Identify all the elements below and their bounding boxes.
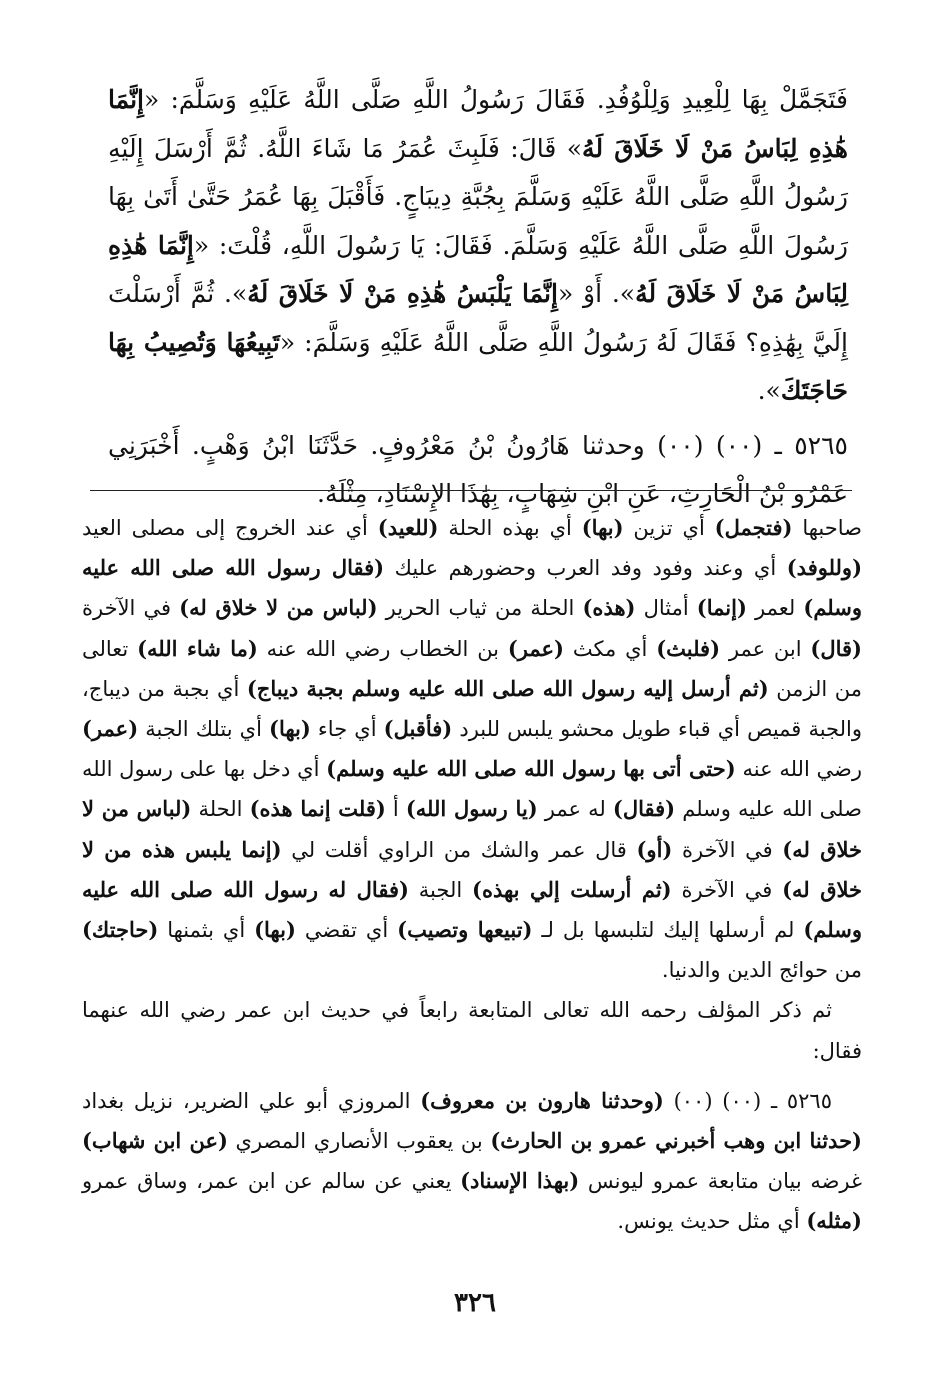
emphasized-text: (أو): [636, 836, 673, 862]
emphasized-text: (حاجتك): [82, 917, 159, 943]
commentary-block: [82, 508, 862, 1242]
emphasized-text: (فقال رسول الله صلى الله عليه وسلم): [82, 555, 862, 621]
emphasized-text: (فقال له رسول الله صلى الله عليه وسلم): [82, 876, 862, 943]
emphasized-text: (لباس من لا خلاق له): [179, 595, 378, 621]
text-run: أي تزين: [623, 516, 715, 540]
page-number: ٣٢٦: [454, 1288, 496, 1318]
text-run: أي بهذه الحلة: [438, 516, 582, 540]
text-run: أي مثل حديث يونس.: [617, 1209, 807, 1234]
emphasized-text: (فقال): [612, 796, 676, 822]
text-run: فَتَجَمَّلْ بِهَا لِلْعِيدِ وَلِلْوُفُدِ. فَقَالَ رَسُولُ اللَّهِ صَلَّى اللَّهُ عَلَيْهِ وَسَلَّمَ: «: [143, 85, 848, 114]
emphasized-text: (تبيعها وتصيب): [397, 917, 533, 943]
text-run: الجبة: [408, 877, 473, 902]
emphasized-text: (بها): [269, 716, 311, 742]
emphasized-text: (وحدثنا هارون بن معروف): [420, 1087, 664, 1113]
text-run: له عمر: [537, 797, 613, 822]
emphasized-text: (لباس من لا خلاق له): [82, 796, 862, 862]
text-run: أي مكث: [564, 636, 657, 661]
text-run: في الآخرة: [82, 596, 180, 621]
hadith-text-block: [108, 76, 848, 519]
text-run: في الآخرة: [671, 877, 783, 902]
text-run: أي وعند وفود وفد العرب وحضورهم عليك: [384, 556, 787, 581]
text-run: ». أَوْ «: [557, 279, 636, 308]
emphasized-text: (إنما): [696, 595, 747, 621]
text-run: لم أرسلها إليك لتلبسها بل لـ: [532, 918, 804, 943]
emphasized-text: إِنَّمَا هَٰذِهِ لِبَاسُ مَنْ لَا خَلَاقَ لَهُ: [108, 230, 848, 308]
emphasized-text: (للعيد): [377, 515, 439, 540]
emphasized-text: (فأقبل): [383, 716, 453, 742]
commentary-paragraph-2: ثم ذكر المؤلف رحمه الله تعالى المتابعة رابعاً في حديث ابن عمر رضي الله عنهما فقال:: [82, 998, 862, 1063]
emphasized-text: (ثم أرسل إليه رسول الله صلى الله عليه وسلم بجبة ديباج): [246, 675, 769, 701]
hadith-paragraph: [108, 76, 848, 416]
emphasized-text: (عمر): [507, 635, 564, 661]
text-run: أي عند الخروج إلى مصلى العيد: [82, 516, 378, 540]
footnote-divider: [90, 490, 852, 491]
text-run: الحلة: [191, 797, 250, 822]
commentary-paragraph-3: [82, 1081, 862, 1242]
text-run: أي دخل بها على رسول الله صلى الله عليه وسلم: [82, 757, 862, 822]
emphasized-text: (حدثنا ابن وهب أخبرني عمرو بن الحارث): [490, 1128, 862, 1154]
text-run: أي بجبة من ديباج، والجبة قميص أي قباء طويل محشو يلبس للبرد: [82, 676, 862, 742]
emphasized-text: (يا رسول الله): [405, 796, 538, 822]
text-run: ابن عمر: [720, 636, 811, 661]
text-run: بن يعقوب الأنصاري المصري: [227, 1129, 491, 1154]
emphasized-text: (عمر): [82, 716, 139, 742]
emphasized-text: (قلت إنما هذه): [249, 796, 386, 822]
text-run: أي تقضي: [295, 918, 398, 943]
emphasized-text: (وللوفد): [786, 555, 863, 581]
emphasized-text: (مثله): [806, 1208, 862, 1234]
text-run: أي بتلك الجبة: [138, 717, 270, 742]
text-run: من حوائج الدين والدنيا.: [661, 958, 862, 983]
text-run: رضي الله عنه: [735, 757, 862, 782]
text-run: أي جاء: [310, 717, 384, 742]
text-run: أي بثمنها: [158, 918, 255, 943]
emphasized-text: تَبِيعُهَا وَتُصِيبُ بِهَا حَاجَتَكَ: [108, 327, 848, 405]
emphasized-text: (ما شاء الله): [137, 635, 258, 661]
text-run: الحلة من ثياب الحرير: [377, 596, 583, 621]
text-run: أ: [385, 797, 406, 822]
emphasized-text: (إنما يلبس هذه من لا خلاق له): [82, 836, 862, 902]
text-run: ».: [757, 376, 781, 405]
text-run: ٥٢٦٥ ـ (٠٠) (٠٠): [663, 1088, 832, 1113]
emphasized-text: (بها): [581, 515, 624, 540]
text-run: بن الخطاب رضي الله عنه: [257, 636, 508, 661]
emphasized-text: (فلبث): [656, 635, 721, 661]
text-run: صاحبها: [792, 516, 862, 540]
text-run: ». ثُمَّ أَرْسَلْتَ إِلَيَّ بِهَٰذِهِ؟ فَقَالَ لَهُ رَسُولُ اللَّهِ صَلَّى اللَّهُ عَلَيْهِ وَسَلَّمَ: «: [108, 279, 848, 357]
emphasized-text: (قال): [810, 635, 862, 661]
text-run: » قَالَ: فَلَبِثَ عُمَرُ مَا شَاءَ اللَّهُ. ثُمَّ أَرْسَلَ إِلَيْهِ رَسُولُ اللَّهِ صَلَّى اللَّهُ عَلَيْهِ وَسَلَّمَ بِجُبَّةِ دِيبَاجٍ. فَأَقْبَلَ بِهَا عُمَرُ حَتَّىٰ أَتَىٰ بِهَا رَسُولَ اللَّهِ صَلَّى اللَّهُ عَلَيْهِ وَسَلَّمَ. فَقَالَ: يَا رَسُولَ اللَّهِ، قُلْتَ: «: [108, 133, 848, 260]
text-run: قال عمر والشك من الراوي أقلت لي: [281, 837, 637, 862]
text-run: المروزي أبو علي الضرير، نزيل بغداد: [82, 1088, 421, 1113]
emphasized-text: (فتجمل): [714, 515, 793, 540]
emphasized-text: (حتى أتى بها رسول الله صلى الله عليه وسلم): [326, 756, 736, 782]
emphasized-text: إِنَّمَا يَلْبَسُ هَٰذِهِ مَنْ لَا خَلَاقَ لَهُ: [247, 279, 558, 308]
text-run: لعمر: [746, 596, 804, 621]
commentary-paragraph-1: [82, 508, 862, 990]
emphasized-text: (بهذا الإسناد): [460, 1168, 580, 1194]
emphasized-text: (هذه): [582, 595, 636, 621]
text-run: تعالى من الزمن: [82, 636, 863, 701]
hadith-chain-paragraph: ٥٢٦٥ ـ (٠٠) (٠٠) وحدثنا هَارُونُ بْنُ مَعْرُوفٍ. حَدَّثَنَا ابْنُ وَهْبٍ. أَخْبَرَنِي عَمْرُو بْنُ الْحَارِثِ، عَنِ ابْنِ شِهَابٍ، بِهَٰذَا الإِسْنَادِ، مِثْلَهُ.: [108, 430, 848, 508]
text-run: في الآخرة: [672, 837, 783, 862]
text-run: غرضه بيان متابعة عمرو ليونس: [579, 1169, 863, 1194]
emphasized-text: إِنَّمَا هَٰذِهِ لِبَاسُ مَنْ لَا خَلَاقَ لَهُ: [108, 85, 848, 163]
emphasized-text: (ثم أرسلت إلي بهذه): [472, 876, 672, 902]
emphasized-text: (بها): [254, 917, 296, 943]
emphasized-text: (عن ابن شهاب): [82, 1128, 228, 1154]
text-run: أمثال: [635, 596, 697, 621]
text-run: يعني عن سالم عن ابن عمر، وساق عمرو: [82, 1169, 461, 1194]
